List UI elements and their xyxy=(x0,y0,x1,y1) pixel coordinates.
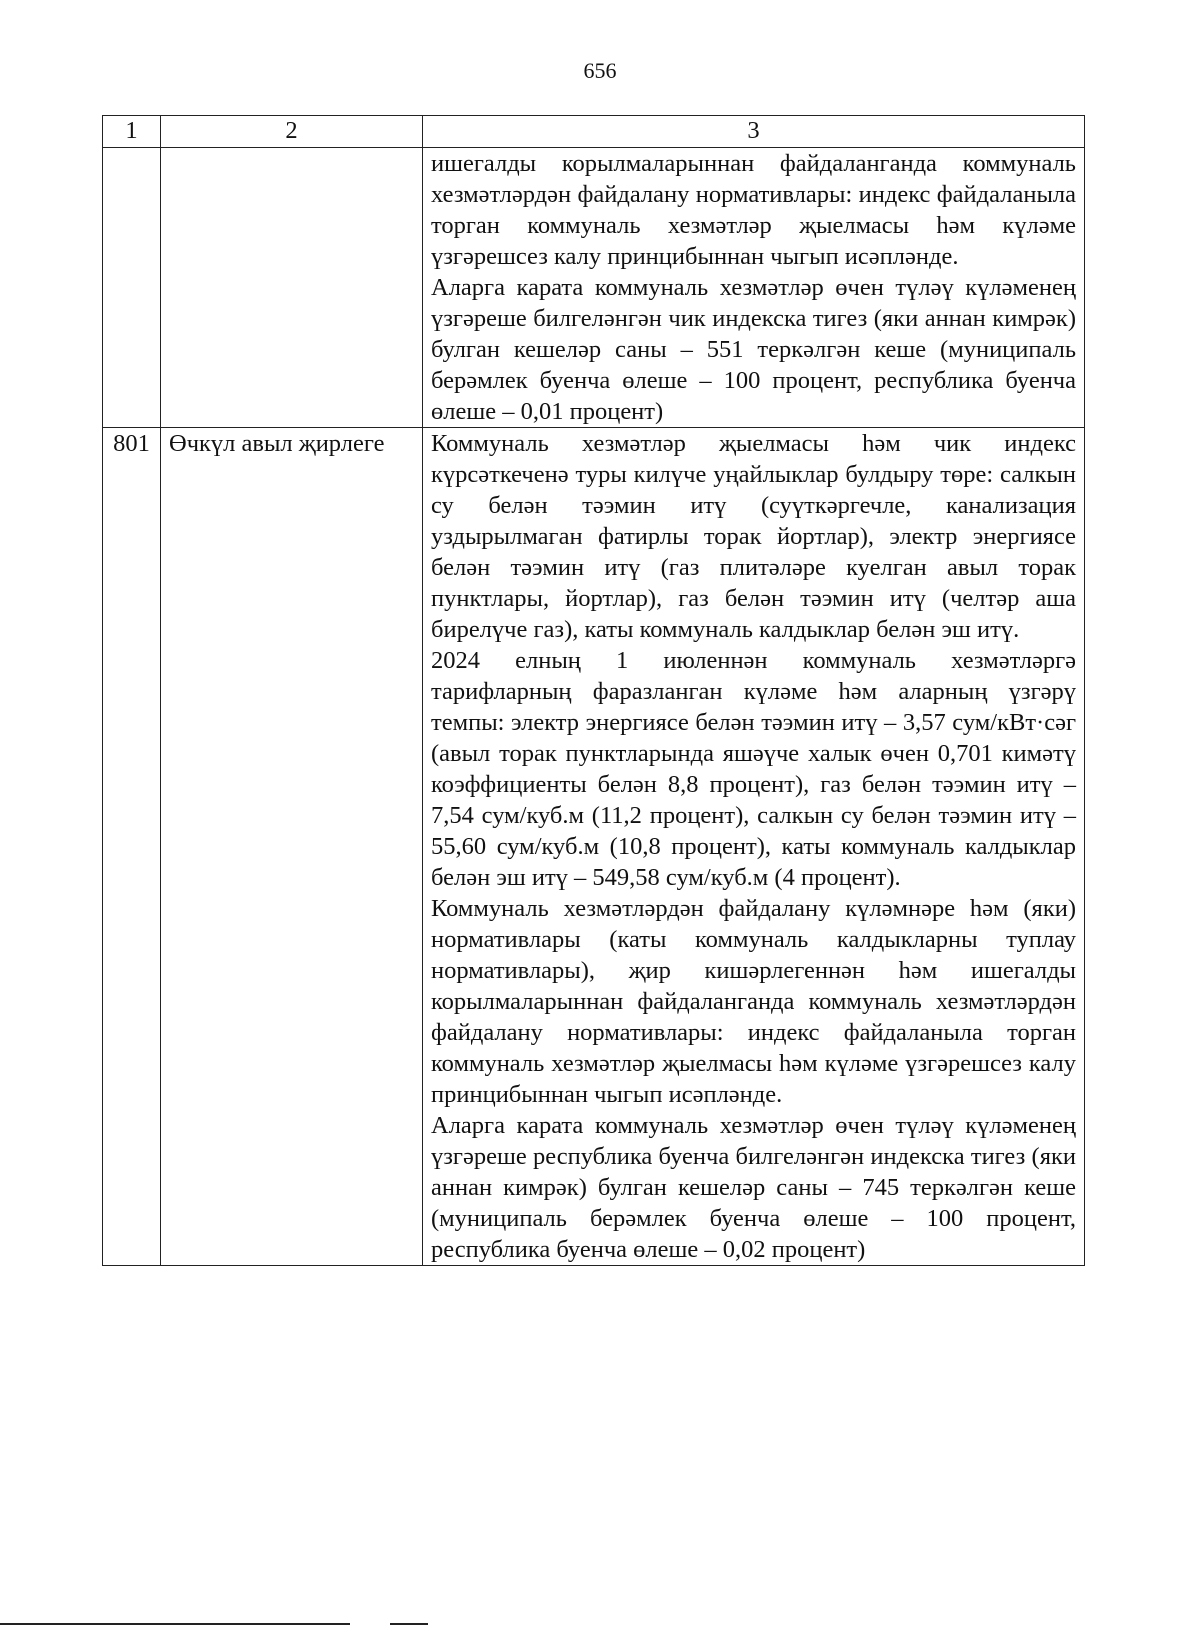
column-header-3: 3 xyxy=(423,116,1085,148)
footnote-divider xyxy=(0,1623,350,1625)
description-paragraph: 2024 елның 1 июленнән коммуналь хезмәтләргә тарифларның фаразланган күләме һәм аларның үзгәрү темпы: электр энергиясе белән тәэмин итү – 3,57 сум/кВт·сәг (авыл торак пунктларында яшәүче халык өчен 0,701 кимәтү коэффициенты белән 8,8 процент), газ белән тәэмин итү – 7,54 сум/куб.м (11,2 процент), салкын су белән тәэмин итү – 55,60 сум/куб.м (10,8 процент), каты коммуналь калдыклар белән эш итү – 549,58 сум/куб.м (4 процент). xyxy=(431,647,1076,891)
page-number: 656 xyxy=(583,58,617,83)
settlement-name xyxy=(161,148,423,428)
description-paragraph: Коммуналь хезмәтләрдән файдалану күләмнәре һәм (яки) нормативлары (каты коммуналь калдыкларны туплау нормативлары), җир кишәрлегеннән һәм ишегалды корылмаларыннан файдаланганда коммуналь хезмәтләрдән файдалану нормативлары: индекс файдаланыла торган коммуналь хезмәтләр җыелмасы һәм күләме үзгәрешсез калу принцибыннан чыгып исәпләнде. xyxy=(431,895,1076,1108)
column-header-1: 1 xyxy=(103,116,161,148)
footnote-divider xyxy=(390,1623,428,1625)
table-row xyxy=(103,428,1085,1266)
settlement-name: Өчкүл авыл җирлеге xyxy=(161,428,423,1266)
table-header-row xyxy=(103,116,1085,148)
description-cell xyxy=(423,428,1085,1266)
row-number xyxy=(103,148,161,428)
description-paragraph: Аларга карата коммуналь хезмәтләр өчен түләү күләменең үзгәреше билгеләнгән чик индекска тигез (яки аннан кимрәк) булган кешеләр саны – 551 теркәлгән кеше (муниципаль берәмлек буенча өлеше – 100 процент, республика буенча өлеше – 0,01 процент) xyxy=(431,274,1076,425)
description-paragraph: Коммуналь хезмәтләр җыелмасы һәм чик индекс күрсәткеченә туры килүче уңайлыклар булдыру төре: салкын су белән тәэмин итү (суүткәргечле, канализация уздырылмаган фатирлы торак йортлар), электр энергиясе белән тәэмин итү (газ плитәләре куелган авыл торак пунктлары, йортлар), газ белән тәэмин итү (челтәр аша бирелүче газ), каты коммуналь калдыклар белән эш итү. xyxy=(431,430,1076,643)
description-paragraph: ишегалды корылмаларыннан файдаланганда коммуналь хезмәтләрдән файдалану нормативлары: индекс файдаланыла торган коммуналь хезмәтләр җыелмасы һәм күләме үзгәрешсез калу принцибыннан чыгып исәпләнде. xyxy=(431,150,1076,270)
row-number: 801 xyxy=(103,428,161,1266)
column-header-2: 2 xyxy=(161,116,423,148)
description-paragraph: Аларга карата коммуналь хезмәтләр өчен түләү күләменең үзгәреше республика буенча билгеләнгән индекска тигез (яки аннан кимрәк) булган кешеләр саны – 745 теркәлгән кеше (муниципаль берәмлек буенча өлеше – 100 процент, республика буенча өлеше – 0,02 процент) xyxy=(431,1112,1076,1263)
municipal-table xyxy=(102,115,1085,1266)
table-row xyxy=(103,148,1085,428)
description-cell xyxy=(423,148,1085,428)
